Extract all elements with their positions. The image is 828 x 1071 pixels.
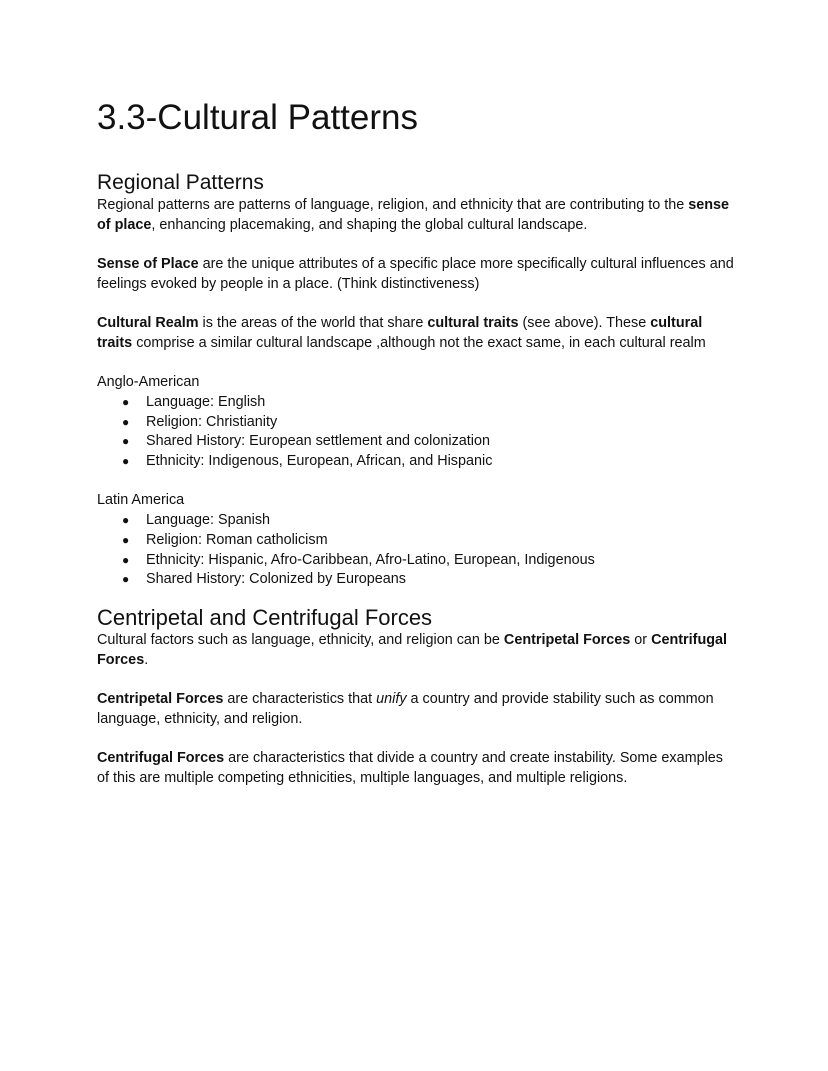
bold-term: Centripetal Forces xyxy=(97,691,224,708)
realm-traits-list xyxy=(97,511,737,590)
bullet-icon: ● xyxy=(122,434,130,449)
document-title: 3.3-Cultural Patterns xyxy=(97,98,418,137)
list-item-text: Language: Spanish xyxy=(146,512,271,529)
bullet-icon: ● xyxy=(122,513,130,528)
text-run: a country and provide stability such as common language, ethnicity, and religion. xyxy=(97,691,714,727)
forces-intro xyxy=(97,631,737,670)
list-item-text: Shared History: Colonized by Europeans xyxy=(146,571,406,588)
list-item-text: Religion: Christianity xyxy=(146,413,278,430)
regional-patterns-definition xyxy=(97,196,737,235)
realm-name: Anglo-American xyxy=(97,374,200,391)
realm-latin-america xyxy=(97,491,737,590)
list-item xyxy=(97,570,737,590)
bullet-icon: ● xyxy=(122,552,130,567)
text-run: or xyxy=(630,632,652,648)
text-run: are characteristics that divide a country and create instability. Some examples of this are multiple competing ethnicities, multiple languages, and multiple religions. xyxy=(97,750,724,786)
bullet-icon: ● xyxy=(122,394,130,409)
italic-term: unify xyxy=(376,691,407,708)
forces-heading: Centripetal and Centrifugal Forces xyxy=(97,605,433,630)
bold-term: Centripetal Forces xyxy=(503,632,631,648)
list-item-text: Shared History: European settlement and colonization xyxy=(146,433,490,450)
text-run: Cultural factors such as language, ethnicity, and religion can be xyxy=(97,632,504,648)
list-item xyxy=(97,452,737,472)
text-run: . xyxy=(144,651,149,668)
forces-section xyxy=(97,604,737,789)
regional-patterns-section xyxy=(97,170,737,590)
centripetal-definition xyxy=(97,690,737,729)
text-run: Regional patterns are patterns of language, religion, and ethnicity that are contributing to the xyxy=(97,197,689,213)
text-run: are characteristics that xyxy=(223,691,377,708)
text-run: comprise a similar cultural landscape ,although not the exact same, in each cultural realm xyxy=(132,334,706,351)
list-item-text: Ethnicity: Indigenous, European, African, and Hispanic xyxy=(146,453,493,470)
list-item xyxy=(97,551,737,571)
sense-of-place-definition xyxy=(97,255,737,294)
bullet-icon: ● xyxy=(122,532,130,547)
bullet-icon: ● xyxy=(122,454,130,469)
list-item xyxy=(97,432,737,452)
list-item-text: Language: English xyxy=(146,393,266,410)
realm-traits-list xyxy=(97,393,737,472)
list-item-text: Religion: Roman catholicism xyxy=(146,531,328,548)
text-run: are the unique attributes of a specific place more specifically cultural influences and feelings evoked by people in a place. (Think distinctiveness) xyxy=(97,256,734,292)
bullet-icon: ● xyxy=(122,572,130,587)
bold-term: sense of place xyxy=(97,197,730,233)
bold-term: Centrifugal Forces xyxy=(97,750,225,767)
document-body xyxy=(97,170,737,789)
list-item xyxy=(97,531,737,551)
bold-term: Cultural Realm xyxy=(97,315,199,332)
centrifugal-definition xyxy=(97,749,737,788)
text-run: is the areas of the world that share xyxy=(198,315,428,332)
list-item xyxy=(97,393,737,413)
realm-name: Latin America xyxy=(97,492,185,509)
list-item xyxy=(97,511,737,531)
list-item-text: Ethnicity: Hispanic, Afro-Caribbean, Afro-Latino, European, Indigenous xyxy=(146,551,595,568)
bold-term: cultural traits xyxy=(427,315,519,332)
list-item xyxy=(97,413,737,433)
text-run: , enhancing placemaking, and shaping the global cultural landscape. xyxy=(151,216,588,233)
bullet-icon: ● xyxy=(122,414,130,429)
realm-anglo-american xyxy=(97,373,737,472)
regional-patterns-heading: Regional Patterns xyxy=(97,171,264,194)
text-run: (see above). These xyxy=(518,315,651,332)
cultural-realm-definition xyxy=(97,314,737,353)
bold-term: Centrifugal Forces xyxy=(97,632,728,668)
bold-term: cultural traits xyxy=(97,315,703,351)
bold-term: Sense of Place xyxy=(97,256,199,273)
